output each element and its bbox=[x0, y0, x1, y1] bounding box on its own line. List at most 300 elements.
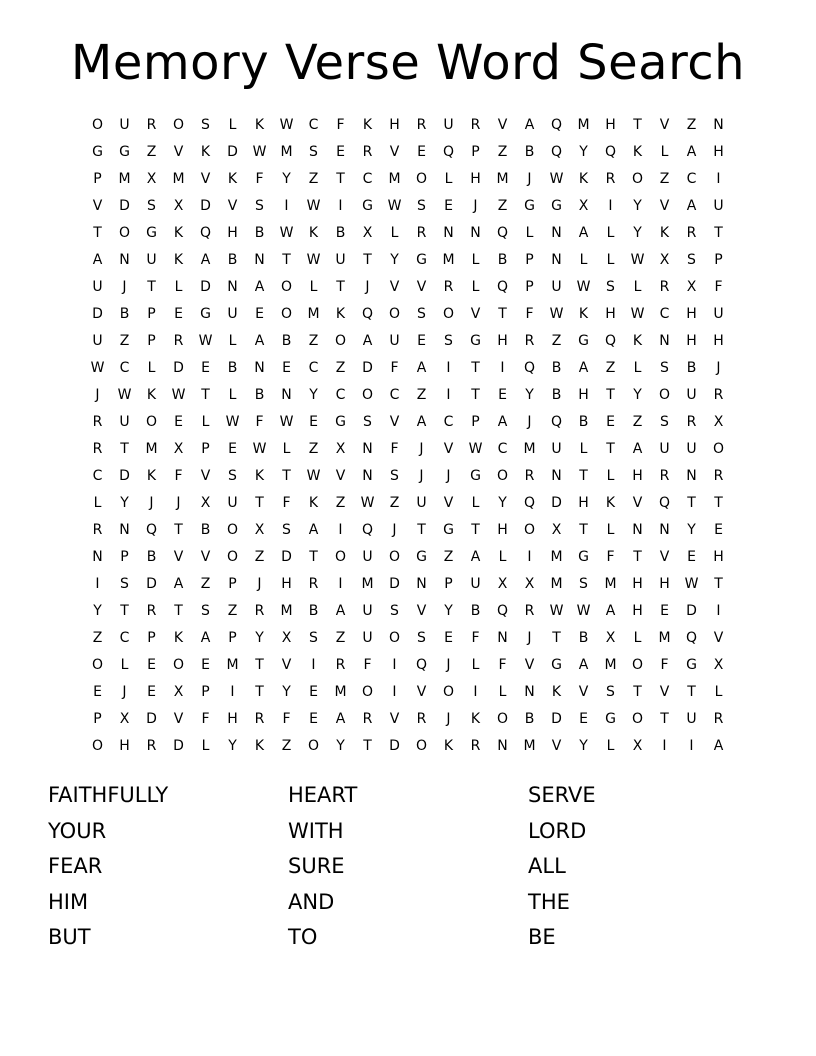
grid-letter[interactable]: W bbox=[90, 360, 105, 376]
grid-letter[interactable]: H bbox=[578, 387, 589, 403]
grid-letter[interactable]: J bbox=[95, 387, 100, 403]
grid-letter[interactable]: V bbox=[335, 468, 346, 484]
grid-letter[interactable]: E bbox=[336, 144, 345, 160]
grid-letter[interactable]: K bbox=[227, 171, 238, 187]
grid-letter[interactable]: P bbox=[714, 252, 723, 268]
grid-letter[interactable]: V bbox=[200, 549, 211, 565]
grid-letter[interactable]: B bbox=[308, 603, 319, 619]
grid-letter[interactable]: W bbox=[279, 225, 294, 241]
grid-letter[interactable]: A bbox=[254, 279, 265, 295]
grid-letter[interactable]: S bbox=[417, 306, 426, 322]
grid-letter[interactable]: V bbox=[92, 198, 103, 214]
grid-letter[interactable]: G bbox=[470, 333, 481, 349]
grid-letter[interactable]: O bbox=[118, 225, 131, 241]
grid-letter[interactable]: N bbox=[686, 468, 697, 484]
grid-letter[interactable]: P bbox=[147, 333, 156, 349]
grid-letter[interactable]: X bbox=[200, 495, 211, 511]
grid-letter[interactable]: Y bbox=[633, 387, 642, 403]
grid-letter[interactable]: K bbox=[578, 306, 589, 322]
grid-letter[interactable]: J bbox=[257, 576, 262, 592]
grid-letter[interactable]: M bbox=[550, 549, 563, 565]
letter-grid[interactable] bbox=[84, 112, 732, 760]
grid-letter[interactable]: Y bbox=[633, 198, 642, 214]
grid-letter[interactable]: G bbox=[443, 522, 454, 538]
grid-letter[interactable]: X bbox=[173, 198, 184, 214]
grid-letter[interactable]: G bbox=[200, 306, 211, 322]
grid-letter[interactable]: D bbox=[119, 198, 130, 214]
grid-letter[interactable]: S bbox=[606, 684, 615, 700]
grid-letter[interactable]: V bbox=[659, 684, 670, 700]
grid-letter[interactable]: P bbox=[525, 252, 534, 268]
grid-letter[interactable]: F bbox=[282, 495, 291, 511]
grid-letter[interactable]: O bbox=[361, 387, 374, 403]
grid-letter[interactable]: M bbox=[523, 441, 536, 457]
grid-letter[interactable]: E bbox=[255, 306, 264, 322]
grid-letter[interactable]: R bbox=[524, 333, 535, 349]
grid-letter[interactable]: T bbox=[714, 495, 723, 511]
grid-letter[interactable]: O bbox=[415, 171, 428, 187]
grid-letter[interactable]: F bbox=[282, 711, 291, 727]
grid-letter[interactable]: Y bbox=[336, 738, 345, 754]
grid-letter[interactable]: P bbox=[93, 171, 102, 187]
grid-letter[interactable]: D bbox=[389, 576, 400, 592]
grid-letter[interactable]: C bbox=[119, 360, 130, 376]
grid-letter[interactable]: H bbox=[632, 468, 643, 484]
grid-letter[interactable]: A bbox=[173, 576, 184, 592]
grid-letter[interactable]: T bbox=[120, 603, 129, 619]
grid-letter[interactable]: T bbox=[282, 252, 291, 268]
grid-letter[interactable]: I bbox=[311, 657, 316, 673]
grid-letter[interactable]: Z bbox=[335, 630, 346, 646]
grid-letter[interactable]: S bbox=[120, 576, 129, 592]
grid-letter[interactable]: O bbox=[91, 657, 104, 673]
grid-letter[interactable]: Z bbox=[254, 549, 265, 565]
grid-letter[interactable]: I bbox=[230, 684, 235, 700]
grid-letter[interactable]: T bbox=[552, 630, 561, 646]
grid-letter[interactable]: S bbox=[363, 414, 372, 430]
grid-letter[interactable]: B bbox=[524, 144, 535, 160]
grid-letter[interactable]: K bbox=[470, 711, 481, 727]
grid-letter[interactable]: Z bbox=[200, 576, 211, 592]
grid-letter[interactable]: Z bbox=[497, 198, 508, 214]
grid-letter[interactable]: X bbox=[173, 441, 184, 457]
grid-letter[interactable]: J bbox=[149, 495, 154, 511]
grid-letter[interactable]: X bbox=[281, 630, 292, 646]
grid-letter[interactable]: V bbox=[443, 495, 454, 511]
grid-letter[interactable]: H bbox=[686, 306, 697, 322]
grid-letter[interactable]: H bbox=[713, 144, 724, 160]
grid-letter[interactable]: E bbox=[606, 414, 615, 430]
grid-letter[interactable]: K bbox=[200, 144, 211, 160]
grid-letter[interactable]: Y bbox=[282, 171, 291, 187]
grid-letter[interactable]: P bbox=[444, 576, 453, 592]
grid-letter[interactable]: K bbox=[308, 495, 319, 511]
grid-letter[interactable]: V bbox=[443, 441, 454, 457]
grid-letter[interactable]: B bbox=[146, 549, 157, 565]
grid-letter[interactable]: A bbox=[254, 333, 265, 349]
grid-letter[interactable]: L bbox=[714, 684, 723, 700]
grid-letter[interactable]: V bbox=[713, 630, 724, 646]
grid-letter[interactable]: Z bbox=[632, 414, 643, 430]
grid-letter[interactable]: Z bbox=[686, 117, 697, 133]
grid-letter[interactable]: C bbox=[497, 441, 508, 457]
grid-letter[interactable]: R bbox=[146, 738, 157, 754]
grid-letter[interactable]: A bbox=[524, 117, 535, 133]
grid-letter[interactable]: P bbox=[525, 279, 534, 295]
grid-letter[interactable]: L bbox=[390, 225, 399, 241]
grid-letter[interactable]: J bbox=[419, 441, 424, 457]
grid-letter[interactable]: D bbox=[551, 495, 562, 511]
grid-letter[interactable]: F bbox=[714, 279, 723, 295]
grid-letter[interactable]: C bbox=[119, 630, 130, 646]
grid-letter[interactable]: X bbox=[524, 576, 535, 592]
grid-letter[interactable]: X bbox=[146, 171, 157, 187]
grid-letter[interactable]: U bbox=[686, 711, 697, 727]
grid-letter[interactable]: E bbox=[444, 198, 453, 214]
grid-letter[interactable]: I bbox=[473, 684, 478, 700]
grid-letter[interactable]: Z bbox=[308, 171, 319, 187]
grid-letter[interactable]: E bbox=[309, 711, 318, 727]
grid-letter[interactable]: W bbox=[117, 387, 132, 403]
grid-letter[interactable]: Q bbox=[442, 144, 455, 160]
grid-letter[interactable]: T bbox=[174, 603, 183, 619]
grid-letter[interactable]: S bbox=[147, 198, 156, 214]
grid-letter[interactable]: A bbox=[200, 252, 211, 268]
grid-letter[interactable]: M bbox=[226, 657, 239, 673]
grid-letter[interactable]: X bbox=[497, 576, 508, 592]
grid-letter[interactable]: G bbox=[578, 549, 589, 565]
grid-letter[interactable]: P bbox=[147, 306, 156, 322]
grid-letter[interactable]: M bbox=[604, 576, 617, 592]
grid-letter[interactable]: L bbox=[174, 279, 183, 295]
grid-letter[interactable]: Q bbox=[496, 225, 509, 241]
grid-letter[interactable]: U bbox=[92, 333, 103, 349]
grid-letter[interactable]: I bbox=[716, 171, 721, 187]
grid-letter[interactable]: V bbox=[281, 657, 292, 673]
grid-letter[interactable]: T bbox=[633, 684, 642, 700]
grid-letter[interactable]: N bbox=[659, 333, 670, 349]
grid-letter[interactable]: K bbox=[254, 738, 265, 754]
grid-letter[interactable]: X bbox=[659, 252, 670, 268]
grid-letter[interactable]: E bbox=[147, 684, 156, 700]
grid-letter[interactable]: W bbox=[279, 117, 294, 133]
grid-letter[interactable]: O bbox=[712, 441, 725, 457]
grid-letter[interactable]: H bbox=[470, 171, 481, 187]
grid-letter[interactable]: W bbox=[630, 306, 645, 322]
grid-letter[interactable]: M bbox=[361, 576, 374, 592]
grid-letter[interactable]: R bbox=[713, 387, 724, 403]
grid-letter[interactable]: Z bbox=[227, 603, 238, 619]
grid-letter[interactable]: T bbox=[93, 225, 102, 241]
grid-letter[interactable]: R bbox=[254, 603, 265, 619]
grid-letter[interactable]: O bbox=[631, 171, 644, 187]
grid-letter[interactable]: N bbox=[632, 522, 643, 538]
grid-letter[interactable]: Y bbox=[687, 522, 696, 538]
grid-letter[interactable]: V bbox=[578, 684, 589, 700]
grid-letter[interactable]: O bbox=[172, 117, 185, 133]
grid-letter[interactable]: V bbox=[200, 468, 211, 484]
grid-letter[interactable]: T bbox=[633, 117, 642, 133]
grid-letter[interactable]: R bbox=[362, 144, 373, 160]
grid-letter[interactable]: X bbox=[119, 711, 130, 727]
grid-letter[interactable]: Z bbox=[497, 144, 508, 160]
grid-letter[interactable]: N bbox=[443, 225, 454, 241]
grid-letter[interactable]: I bbox=[95, 576, 100, 592]
grid-letter[interactable]: W bbox=[549, 306, 564, 322]
grid-letter[interactable]: O bbox=[496, 711, 509, 727]
grid-letter[interactable]: O bbox=[226, 522, 239, 538]
grid-letter[interactable]: O bbox=[91, 117, 104, 133]
grid-letter[interactable]: F bbox=[201, 711, 210, 727]
grid-letter[interactable]: W bbox=[279, 414, 294, 430]
grid-letter[interactable]: B bbox=[578, 414, 589, 430]
grid-letter[interactable]: P bbox=[471, 414, 480, 430]
grid-letter[interactable]: Y bbox=[633, 225, 642, 241]
grid-letter[interactable]: V bbox=[416, 279, 427, 295]
grid-letter[interactable]: Y bbox=[498, 495, 507, 511]
grid-letter[interactable]: S bbox=[390, 603, 399, 619]
grid-letter[interactable]: A bbox=[686, 198, 697, 214]
grid-letter[interactable]: L bbox=[93, 495, 102, 511]
grid-letter[interactable]: T bbox=[471, 360, 480, 376]
grid-letter[interactable]: Z bbox=[308, 333, 319, 349]
grid-letter[interactable]: M bbox=[280, 603, 293, 619]
grid-letter[interactable]: Q bbox=[658, 495, 671, 511]
grid-letter[interactable]: C bbox=[659, 306, 670, 322]
grid-letter[interactable]: E bbox=[174, 306, 183, 322]
grid-letter[interactable]: Q bbox=[361, 306, 374, 322]
grid-letter[interactable]: I bbox=[446, 387, 451, 403]
grid-letter[interactable]: Q bbox=[496, 603, 509, 619]
grid-letter[interactable]: A bbox=[578, 225, 589, 241]
grid-letter[interactable]: V bbox=[389, 279, 400, 295]
grid-letter[interactable]: L bbox=[579, 441, 588, 457]
grid-letter[interactable]: V bbox=[659, 117, 670, 133]
grid-letter[interactable]: D bbox=[200, 279, 211, 295]
grid-letter[interactable]: U bbox=[416, 495, 427, 511]
grid-letter[interactable]: G bbox=[416, 549, 427, 565]
grid-letter[interactable]: J bbox=[176, 495, 181, 511]
grid-letter[interactable]: I bbox=[392, 657, 397, 673]
grid-letter[interactable]: N bbox=[227, 279, 238, 295]
grid-letter[interactable]: D bbox=[281, 549, 292, 565]
grid-letter[interactable]: A bbox=[497, 414, 508, 430]
grid-letter[interactable]: U bbox=[362, 630, 373, 646]
grid-letter[interactable]: U bbox=[227, 306, 238, 322]
grid-letter[interactable]: Y bbox=[579, 738, 588, 754]
grid-letter[interactable]: I bbox=[446, 360, 451, 376]
grid-letter[interactable]: L bbox=[228, 387, 237, 403]
grid-letter[interactable]: F bbox=[525, 306, 534, 322]
grid-letter[interactable]: G bbox=[551, 198, 562, 214]
grid-letter[interactable]: S bbox=[282, 522, 291, 538]
grid-letter[interactable]: O bbox=[388, 306, 401, 322]
grid-letter[interactable]: A bbox=[335, 711, 346, 727]
grid-letter[interactable]: X bbox=[254, 522, 265, 538]
grid-letter[interactable]: K bbox=[146, 387, 157, 403]
grid-letter[interactable]: T bbox=[606, 387, 615, 403]
grid-letter[interactable]: H bbox=[389, 117, 400, 133]
grid-letter[interactable]: L bbox=[309, 279, 318, 295]
grid-letter[interactable]: D bbox=[92, 306, 103, 322]
grid-letter[interactable]: U bbox=[119, 414, 130, 430]
grid-letter[interactable]: D bbox=[389, 738, 400, 754]
grid-letter[interactable]: E bbox=[714, 522, 723, 538]
grid-letter[interactable]: E bbox=[309, 414, 318, 430]
grid-letter[interactable]: Q bbox=[415, 657, 428, 673]
grid-letter[interactable]: R bbox=[443, 279, 454, 295]
grid-letter[interactable]: R bbox=[713, 711, 724, 727]
grid-letter[interactable]: V bbox=[389, 144, 400, 160]
grid-letter[interactable]: L bbox=[471, 657, 480, 673]
grid-letter[interactable]: M bbox=[280, 144, 293, 160]
grid-letter[interactable]: T bbox=[714, 576, 723, 592]
grid-letter[interactable]: N bbox=[470, 225, 481, 241]
grid-letter[interactable]: R bbox=[335, 657, 346, 673]
grid-letter[interactable]: D bbox=[200, 198, 211, 214]
grid-letter[interactable]: T bbox=[255, 495, 264, 511]
grid-letter[interactable]: L bbox=[633, 360, 642, 376]
grid-letter[interactable]: Z bbox=[443, 549, 454, 565]
grid-letter[interactable]: R bbox=[470, 738, 481, 754]
grid-letter[interactable]: M bbox=[118, 171, 131, 187]
grid-letter[interactable]: I bbox=[500, 360, 505, 376]
grid-letter[interactable]: D bbox=[227, 144, 238, 160]
grid-letter[interactable]: O bbox=[334, 333, 347, 349]
grid-letter[interactable]: W bbox=[306, 468, 321, 484]
grid-letter[interactable]: C bbox=[443, 414, 454, 430]
grid-letter[interactable]: Q bbox=[361, 522, 374, 538]
grid-letter[interactable]: K bbox=[173, 225, 184, 241]
grid-letter[interactable]: U bbox=[686, 387, 697, 403]
grid-letter[interactable]: C bbox=[308, 360, 319, 376]
grid-letter[interactable]: E bbox=[417, 144, 426, 160]
grid-letter[interactable]: F bbox=[255, 414, 264, 430]
grid-letter[interactable]: O bbox=[334, 549, 347, 565]
grid-letter[interactable]: S bbox=[309, 630, 318, 646]
grid-letter[interactable]: W bbox=[387, 198, 402, 214]
grid-letter[interactable]: B bbox=[551, 360, 562, 376]
grid-letter[interactable]: O bbox=[361, 684, 374, 700]
grid-letter[interactable]: A bbox=[578, 360, 589, 376]
grid-letter[interactable]: V bbox=[173, 144, 184, 160]
grid-letter[interactable]: K bbox=[254, 468, 265, 484]
grid-letter[interactable]: L bbox=[147, 360, 156, 376]
grid-letter[interactable]: S bbox=[579, 576, 588, 592]
grid-letter[interactable]: U bbox=[362, 603, 373, 619]
grid-letter[interactable]: L bbox=[201, 738, 210, 754]
grid-letter[interactable]: M bbox=[523, 738, 536, 754]
grid-letter[interactable]: W bbox=[252, 144, 267, 160]
grid-letter[interactable]: E bbox=[444, 630, 453, 646]
grid-letter[interactable]: V bbox=[173, 711, 184, 727]
grid-letter[interactable]: Z bbox=[308, 441, 319, 457]
grid-letter[interactable]: S bbox=[201, 117, 210, 133]
grid-letter[interactable]: B bbox=[254, 225, 265, 241]
grid-letter[interactable]: A bbox=[605, 603, 616, 619]
grid-letter[interactable]: M bbox=[334, 684, 347, 700]
grid-letter[interactable]: X bbox=[686, 279, 697, 295]
grid-letter[interactable]: Y bbox=[390, 252, 399, 268]
grid-letter[interactable]: F bbox=[255, 171, 264, 187]
grid-letter[interactable]: Z bbox=[605, 360, 616, 376]
grid-letter[interactable]: U bbox=[686, 441, 697, 457]
grid-letter[interactable]: N bbox=[497, 738, 508, 754]
grid-letter[interactable]: E bbox=[309, 684, 318, 700]
grid-letter[interactable]: Z bbox=[389, 495, 400, 511]
grid-letter[interactable]: G bbox=[551, 657, 562, 673]
grid-letter[interactable]: T bbox=[579, 522, 588, 538]
grid-letter[interactable]: L bbox=[498, 684, 507, 700]
grid-letter[interactable]: P bbox=[120, 549, 129, 565]
grid-letter[interactable]: N bbox=[659, 522, 670, 538]
grid-letter[interactable]: T bbox=[174, 522, 183, 538]
grid-letter[interactable]: P bbox=[201, 441, 210, 457]
grid-letter[interactable]: K bbox=[335, 306, 346, 322]
grid-letter[interactable]: G bbox=[416, 252, 427, 268]
grid-letter[interactable]: R bbox=[470, 117, 481, 133]
grid-letter[interactable]: B bbox=[335, 225, 346, 241]
grid-letter[interactable]: M bbox=[442, 252, 455, 268]
grid-letter[interactable]: W bbox=[225, 414, 240, 430]
grid-letter[interactable]: X bbox=[335, 441, 346, 457]
grid-letter[interactable]: Z bbox=[119, 333, 130, 349]
grid-letter[interactable]: A bbox=[308, 522, 319, 538]
grid-letter[interactable]: J bbox=[446, 468, 451, 484]
grid-letter[interactable]: Q bbox=[523, 495, 536, 511]
grid-letter[interactable]: T bbox=[282, 468, 291, 484]
grid-letter[interactable]: A bbox=[686, 144, 697, 160]
grid-letter[interactable]: H bbox=[227, 711, 238, 727]
grid-letter[interactable]: K bbox=[551, 684, 562, 700]
grid-letter[interactable]: N bbox=[416, 576, 427, 592]
grid-letter[interactable]: G bbox=[470, 468, 481, 484]
grid-letter[interactable]: Q bbox=[550, 414, 563, 430]
grid-letter[interactable]: K bbox=[173, 630, 184, 646]
grid-letter[interactable]: P bbox=[471, 144, 480, 160]
grid-letter[interactable]: V bbox=[632, 495, 643, 511]
grid-letter[interactable]: J bbox=[527, 171, 532, 187]
grid-letter[interactable]: O bbox=[658, 387, 671, 403]
grid-letter[interactable]: M bbox=[550, 576, 563, 592]
grid-letter[interactable]: D bbox=[146, 576, 157, 592]
grid-letter[interactable]: G bbox=[335, 414, 346, 430]
grid-letter[interactable]: R bbox=[416, 711, 427, 727]
grid-letter[interactable]: F bbox=[471, 630, 480, 646]
grid-letter[interactable]: C bbox=[389, 387, 400, 403]
grid-letter[interactable]: D bbox=[551, 711, 562, 727]
grid-letter[interactable]: V bbox=[551, 738, 562, 754]
grid-letter[interactable]: L bbox=[471, 279, 480, 295]
grid-letter[interactable]: Y bbox=[525, 387, 534, 403]
grid-letter[interactable]: R bbox=[416, 225, 427, 241]
grid-letter[interactable]: L bbox=[633, 630, 642, 646]
grid-letter[interactable]: S bbox=[255, 198, 264, 214]
grid-letter[interactable]: A bbox=[416, 414, 427, 430]
grid-letter[interactable]: L bbox=[498, 549, 507, 565]
grid-letter[interactable]: H bbox=[632, 576, 643, 592]
grid-letter[interactable]: N bbox=[551, 252, 562, 268]
grid-letter[interactable]: G bbox=[686, 657, 697, 673]
grid-letter[interactable]: L bbox=[660, 144, 669, 160]
grid-letter[interactable]: V bbox=[389, 711, 400, 727]
grid-letter[interactable]: W bbox=[306, 198, 321, 214]
grid-letter[interactable]: W bbox=[360, 495, 375, 511]
grid-letter[interactable]: B bbox=[497, 252, 508, 268]
grid-letter[interactable]: F bbox=[606, 549, 615, 565]
grid-letter[interactable]: Y bbox=[228, 738, 237, 754]
grid-letter[interactable]: Z bbox=[146, 144, 157, 160]
